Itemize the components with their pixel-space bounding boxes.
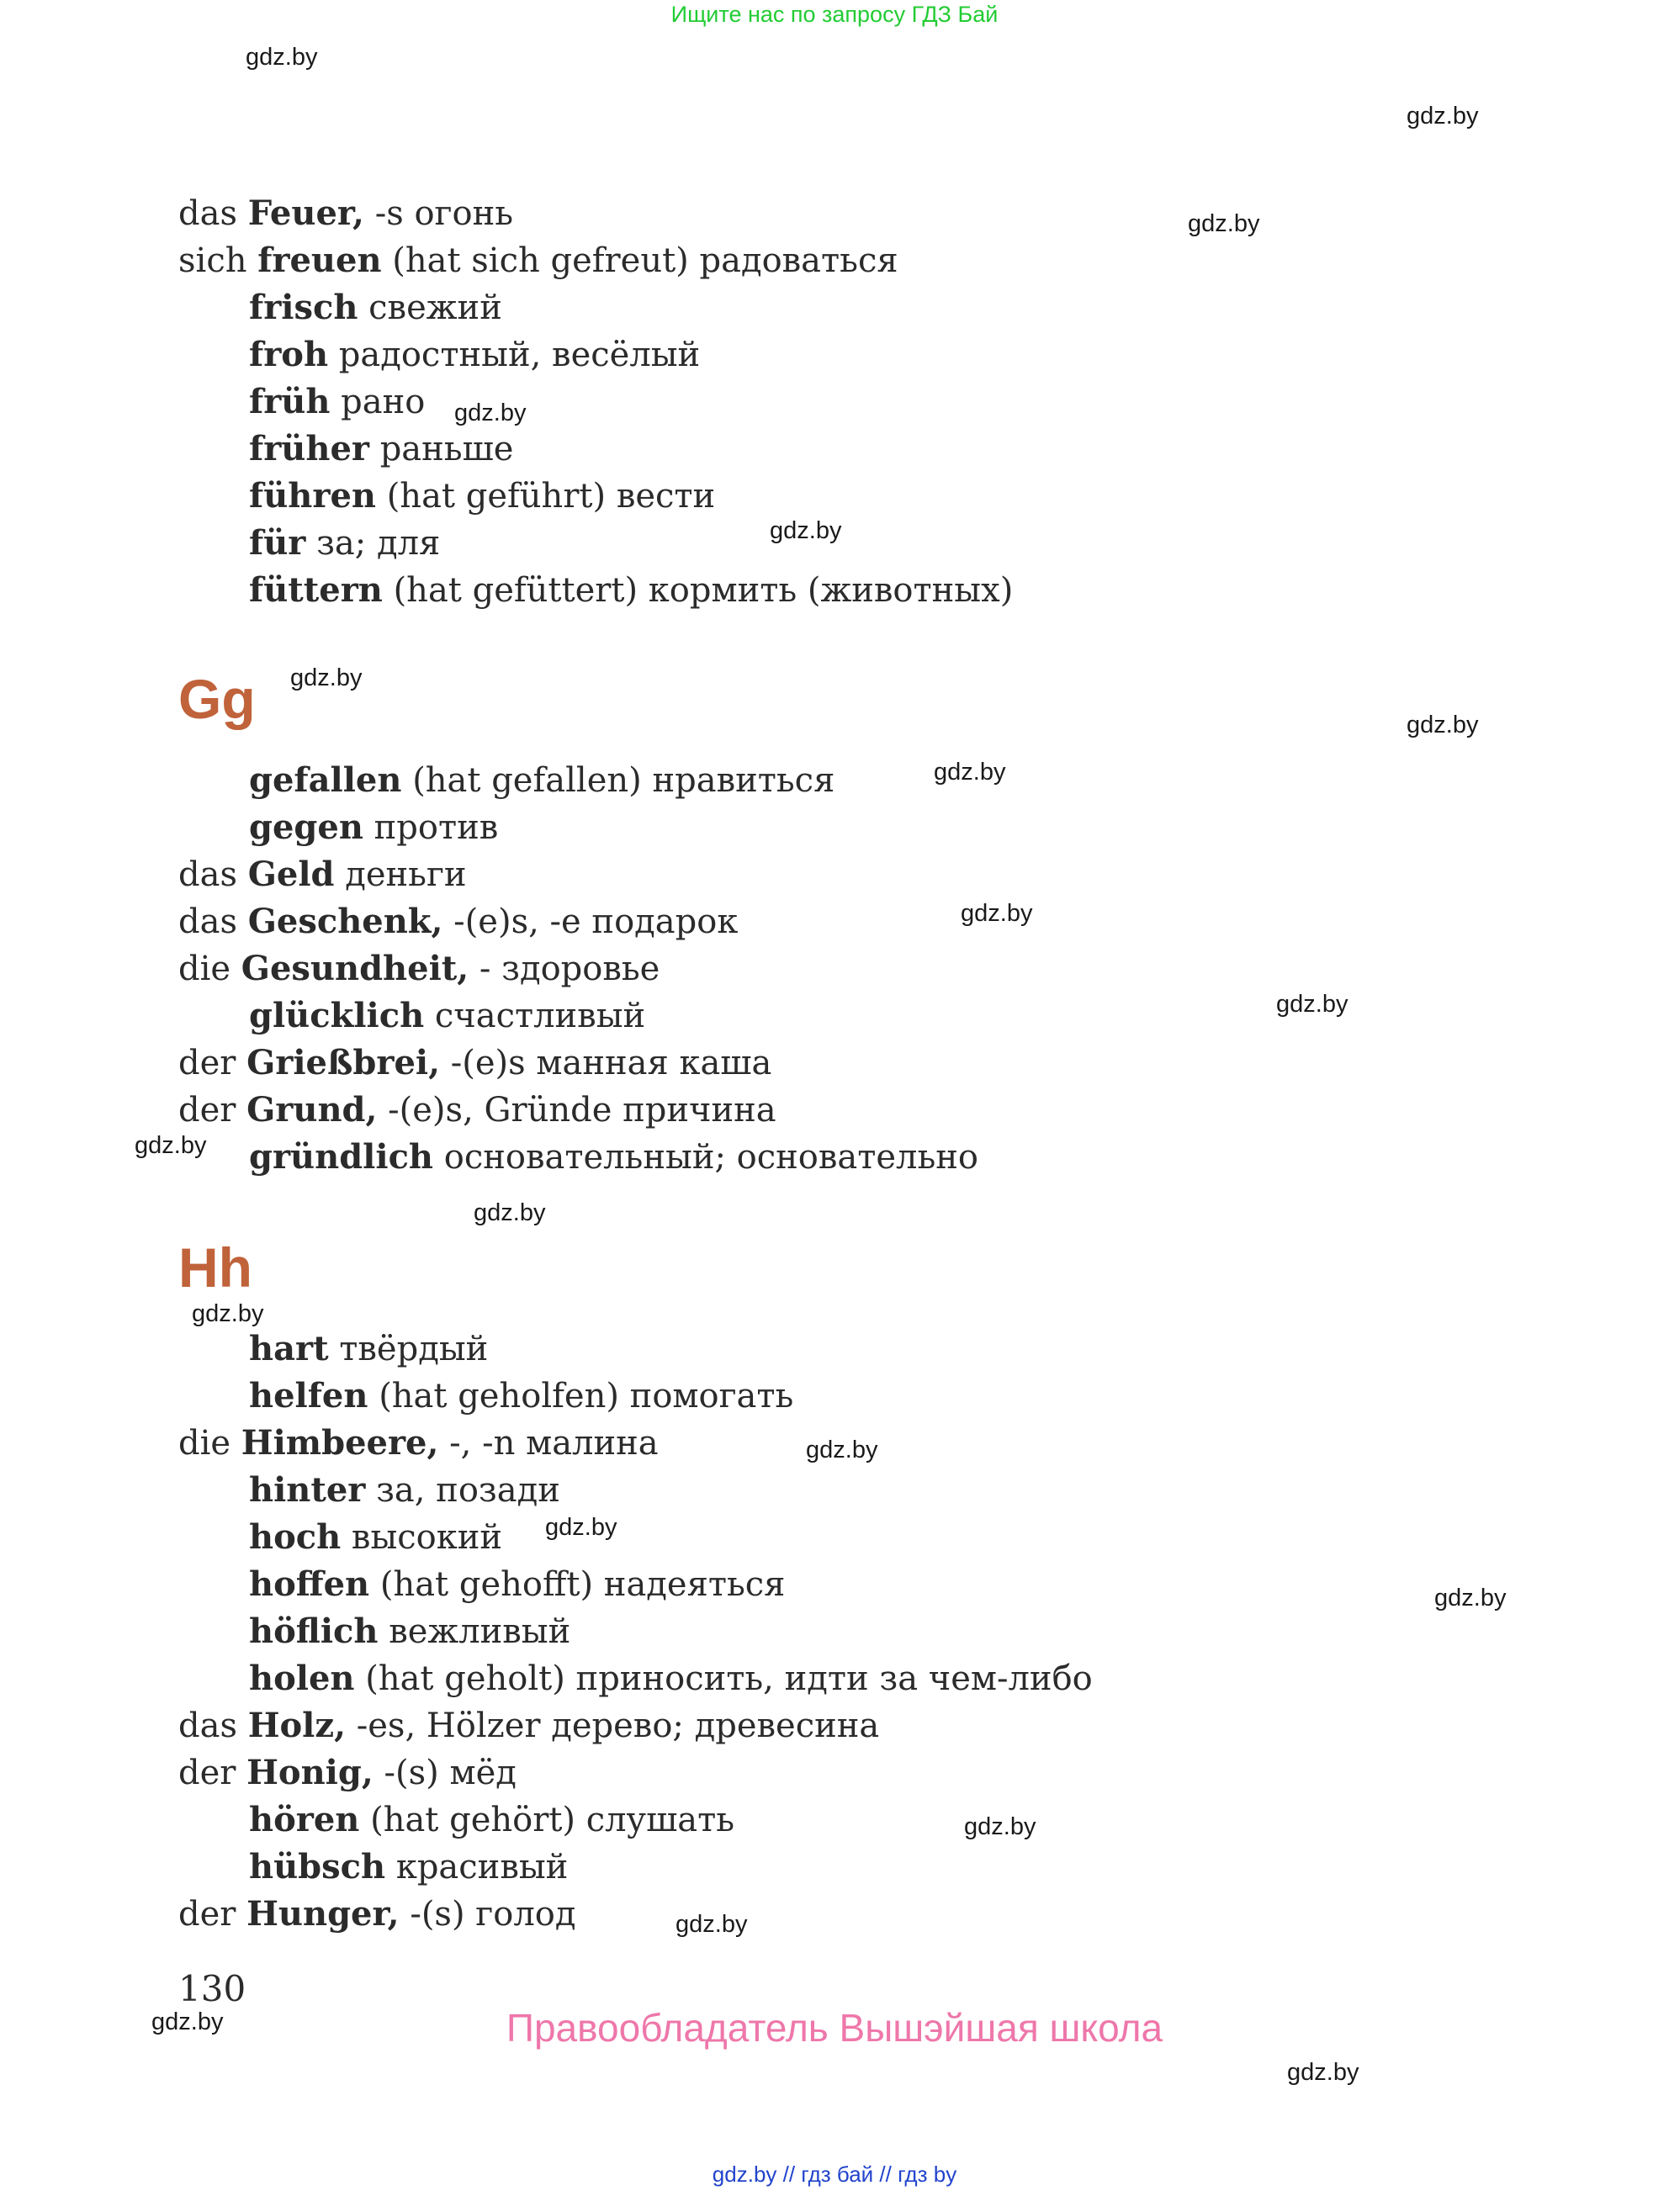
entry-himbeere: die Himbeere, -, -n малина (178, 1423, 659, 1463)
entry-gluecklich: glücklich счастливый (249, 996, 646, 1035)
entry-gruendlich: gründlich основательный; основательно (249, 1137, 978, 1177)
watermark: gdz.by (806, 1437, 878, 1463)
entry-hunger: der Hunger, -(s) голод (178, 1894, 576, 1934)
entry-geld: das Geld деньги (178, 855, 467, 894)
section-letter-g: Gg (178, 668, 256, 730)
entry-gefallen: gefallen (hat gefallen) нравиться (249, 760, 835, 800)
watermark: gdz.by (246, 44, 318, 71)
watermark: gdz.by (1287, 2059, 1359, 2086)
entry-froh: froh радостный, весёлый (249, 335, 701, 374)
entry-gesundheit: die Gesundheit, - здоровье (178, 949, 660, 988)
watermark: gdz.by (1434, 1585, 1507, 1611)
section-letter-h: Hh (178, 1236, 252, 1299)
watermark: gdz.by (676, 1911, 748, 1938)
watermark: gdz.by (290, 664, 363, 691)
watermark: gdz.by (151, 2008, 224, 2035)
entry-hoeren: hören (hat gehört) слушать (249, 1800, 735, 1839)
entry-gegen: gegen против (249, 807, 499, 847)
entry-griessbrei: der Grießbrei, -(e)s манная каша (178, 1043, 772, 1082)
entry-frueh: früh рано (249, 382, 426, 421)
entry-huebsch: hübsch красивый (249, 1847, 569, 1887)
entry-hoffen: hoffen (hat gehofft) надеяться (249, 1564, 786, 1604)
entry-geschenk: das Geschenk, -(e)s, -e подарок (178, 902, 739, 941)
entry-freuen: sich freuen (hat sich gefreut) радоваться (178, 241, 898, 280)
watermark: gdz.by (135, 1132, 207, 1159)
watermark: gdz.by (1407, 103, 1479, 130)
entry-hoch: hoch высокий (249, 1517, 503, 1557)
entry-fuer: für за; для (249, 523, 441, 563)
watermark: gdz.by (964, 1813, 1036, 1840)
entry-fuettern: füttern (hat gefüttert) кормить (животных) (249, 570, 1014, 610)
entry-frisch: frisch свежий (249, 288, 502, 327)
watermark: gdz.by (474, 1199, 546, 1226)
entry-grund: der Grund, -(e)s, Gründe причина (178, 1090, 776, 1130)
entry-hoeflich: höflich вежливый (249, 1611, 571, 1651)
entry-hinter: hinter за, позади (249, 1470, 560, 1510)
watermark: gdz.by (454, 400, 527, 426)
footer-links[interactable]: gdz.by // гдз бай // гдз by (712, 2162, 957, 2187)
entry-holen: holen (hat geholt) приносить, идти за чем-либо (249, 1659, 1093, 1698)
entry-honig: der Honig, -(s) мёд (178, 1753, 517, 1792)
watermark: gdz.by (545, 1514, 617, 1541)
entry-fuehren: führen (hat geführt) вести (249, 476, 716, 516)
entry-feuer: das Feuer, -s огонь (178, 193, 514, 233)
watermark: gdz.by (1188, 210, 1260, 237)
copyright-notice: Правообладатель Вышэйшая школа (506, 2006, 1163, 2050)
watermark: gdz.by (1276, 991, 1348, 1018)
watermark: gdz.by (770, 517, 842, 544)
page-number: 130 (178, 1968, 246, 2009)
entry-hart: hart твёрдый (249, 1329, 489, 1368)
entry-helfen: helfen (hat geholfen) помогать (249, 1376, 794, 1416)
top-banner: Ищите нас по запросу ГДЗ Бай (670, 2, 999, 27)
watermark: gdz.by (192, 1300, 264, 1327)
watermark: gdz.by (1407, 712, 1479, 738)
watermark: gdz.by (934, 759, 1006, 786)
watermark: gdz.by (961, 900, 1033, 927)
entry-frueher: früher раньше (249, 429, 514, 468)
entry-holz: das Holz, -es, Hölzer дерево; древесина (178, 1706, 880, 1745)
